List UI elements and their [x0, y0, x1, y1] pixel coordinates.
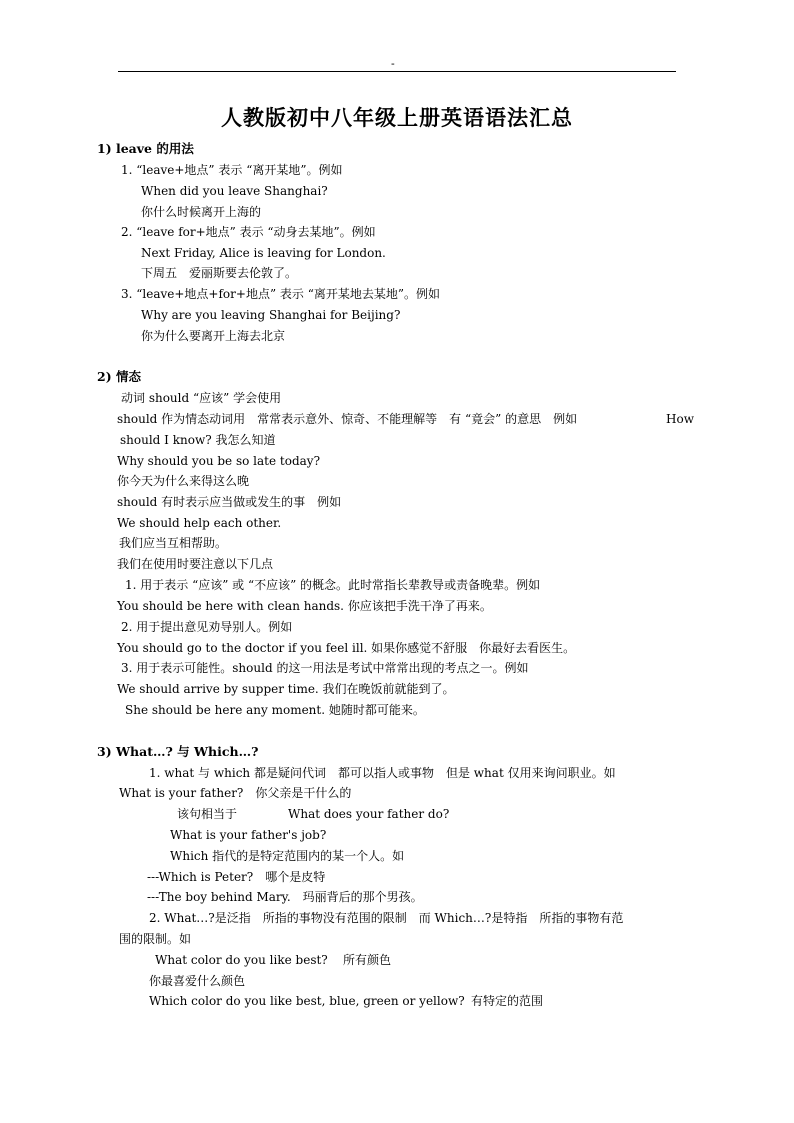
- s2-line-3: should I know? 我怎么知道: [120, 433, 276, 447]
- s1-line-9: 你为什么要离开上海去北京: [141, 329, 286, 343]
- s2-line-10: 1. 用于表示 “应该” 或 “不应该” 的概念。此时常指长辈教导或责备晚辈。例如: [125, 578, 541, 592]
- header-rule: [118, 71, 676, 72]
- s3-line-10a: What color do you like best?: [155, 953, 328, 967]
- s2-line-7: We should help each other.: [117, 516, 282, 530]
- s3-line-8: 2. What…?是泛指 所指的事物没有范围的限制 而 Which…?是特指 所指的事物有范: [149, 911, 624, 925]
- s3-line-4: What is your father's job?: [170, 828, 327, 842]
- s3-line-3a: 该句相当于: [177, 807, 238, 821]
- s2-line-2: should 作为情态动词用 常常表示意外、惊奇、不能理解等 有 “竟会” 的意思 例如: [117, 412, 578, 426]
- s1-line-2: When did you leave Shanghai?: [141, 184, 328, 198]
- s1-line-5: Next Friday, Alice is leaving for London.: [141, 246, 386, 260]
- s3-line-9: 围的限制。如: [119, 932, 192, 946]
- document-title: 人教版初中八年级上册英语语法汇总: [221, 105, 573, 130]
- section-1-heading: 1) leave 的用法: [97, 141, 194, 156]
- s3-line-10b: 所有颜色: [343, 953, 392, 967]
- s3-line-2: What is your father? 你父亲是干什么的: [119, 786, 352, 800]
- s1-line-7: 3. “leave+地点+for+地点” 表示 “离开某地去某地”。例如: [121, 287, 440, 301]
- s3-line-3b: What does your father do?: [288, 807, 450, 821]
- s2-line-4: Why should you be so late today?: [117, 454, 320, 468]
- s1-line-6: 下周五 爱丽斯要去伦敦了。: [141, 266, 298, 280]
- s2-line-2-tail: How: [666, 412, 694, 426]
- header-mark: -: [391, 57, 395, 70]
- s2-line-14: 3. 用于表示可能性。should 的这一用法是考试中常常出现的考点之一。例如: [121, 661, 529, 675]
- s3-line-11: 你最喜爱什么颜色: [149, 974, 246, 988]
- s2-line-1: 动词 should “应该” 学会使用: [121, 391, 282, 405]
- s2-line-11: You should be here with clean hands. 你应该把手洗干净了再来。: [117, 599, 492, 613]
- s2-line-16: She should be here any moment. 她随时都可能来。: [125, 703, 425, 717]
- s2-line-12: 2. 用于提出意见劝导别人。例如: [121, 620, 293, 634]
- s1-line-4: 2. “leave for+地点” 表示 “动身去某地”。例如: [121, 225, 376, 239]
- s3-line-5: Which 指代的是特定范围内的某一个人。如: [170, 849, 405, 863]
- s2-line-9: 我们在使用时要注意以下几点: [117, 557, 274, 571]
- s3-line-1: 1. what 与 which 都是疑问代词 都可以指人或事物 但是 what 仅用来询问职业。如: [149, 766, 616, 780]
- s3-line-6: ---Which is Peter? 哪个是皮特: [147, 870, 326, 884]
- s2-line-13: You should go to the doctor if you feel ill. 如果你感觉不舒服 你最好去看医生。: [117, 641, 576, 655]
- s2-line-5: 你今天为什么来得这么晚: [117, 474, 250, 488]
- s3-line-12a: Which color do you like best, blue, green or yellow?: [149, 994, 465, 1008]
- s3-line-12b: 有特定的范围: [471, 994, 544, 1008]
- s3-line-7: ---The boy behind Mary. 玛丽背后的那个男孩。: [147, 890, 423, 904]
- section-2-heading: 2) 情态: [97, 369, 141, 384]
- s2-line-15: We should arrive by supper time. 我们在晚饭前就能到了。: [117, 682, 455, 696]
- s1-line-8: Why are you leaving Shanghai for Beijing?: [141, 308, 401, 322]
- s1-line-1: 1. “leave+地点” 表示 “离开某地”。例如: [121, 163, 343, 177]
- s1-line-3: 你什么时候离开上海的: [141, 205, 262, 219]
- section-3-heading: 3) What…? 与 Which…?: [97, 744, 259, 759]
- s2-line-8: 我们应当互相帮助。: [119, 536, 228, 550]
- s2-line-6: should 有时表示应当做或发生的事 例如: [117, 495, 342, 509]
